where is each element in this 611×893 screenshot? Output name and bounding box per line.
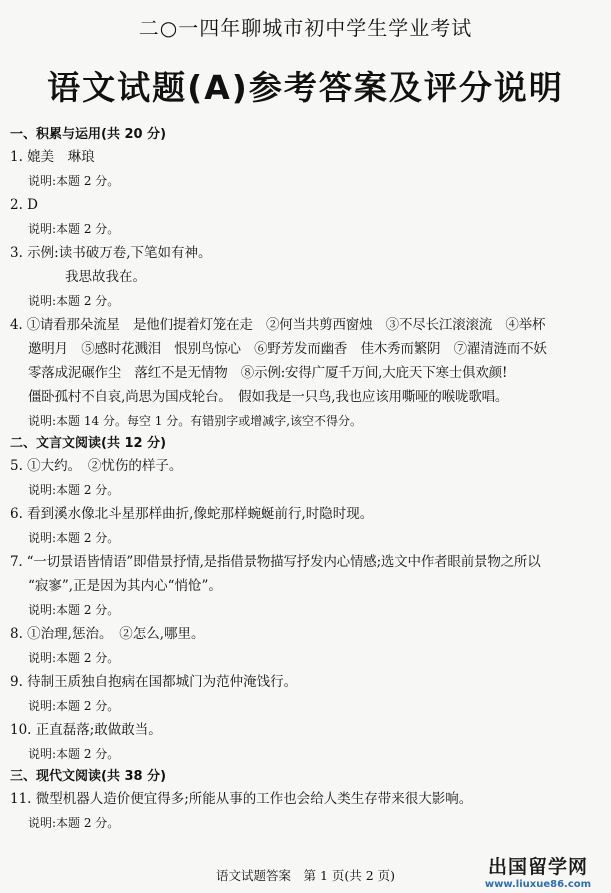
- section-heading-2: 二、文言文阅读(共 12 分): [10, 436, 167, 451]
- answer-q9: 9. 待制王质独自抱病在国都城门为范仲淹饯行。: [10, 674, 298, 690]
- answer-q7-line-2: “寂寥”,正是因为其内心“悄怆”。: [28, 578, 222, 594]
- answer-q5: 5. ①大约。 ②忧伤的样子。: [10, 458, 183, 474]
- scoring-note-q4: 说明:本题 14 分。每空 1 分。有错别字或增减字,该空不得分。: [28, 414, 363, 428]
- scoring-note-q9: 说明:本题 2 分。: [28, 699, 120, 713]
- answer-q11: 11. 微型机器人造价便宜得多;所能从事的工作也会给人类生存带来很大影响。: [10, 791, 473, 807]
- answer-q3: 3. 示例:读书破万卷,下笔如有神。: [10, 245, 212, 261]
- answer-content: [10, 124, 602, 835]
- answer-q7-line-1: 7. “一切景语皆情语”即借景抒情,是指借景物描写抒发内心情感;选文中作者眼前景物之所以: [10, 554, 541, 570]
- section-heading-3: 三、现代文阅读(共 38 分): [10, 769, 167, 784]
- watermark-url: www.liuxue86.com: [484, 879, 592, 890]
- watermark-logo-text: 出国留学网: [487, 856, 588, 878]
- answer-q4-line-4: 僵卧孤村不自哀,尚思为国戍轮台。 假如我是一只鸟,我也应该用嘶哑的喉咙歌唱。: [28, 389, 509, 405]
- answer-q3-example-2: 我思故我在。: [65, 269, 146, 285]
- scoring-note-q11: 说明:本题 2 分。: [28, 816, 120, 830]
- scoring-note-q5: 说明:本题 2 分。: [28, 483, 120, 497]
- scoring-note-q10: 说明:本题 2 分。: [28, 747, 120, 761]
- answer-q4-line-3: 零落成泥碾作尘 落红不是无情物 ⑧示例:安得广厦千万间,大庇天下寒士俱欢颜!: [28, 365, 508, 381]
- answer-q2: 2. D: [10, 197, 38, 213]
- scoring-note-q3: 说明:本题 2 分。: [28, 294, 120, 308]
- answer-q6: 6. 看到溪水像北斗星那样曲折,像蛇那样蜿蜒前行,时隐时现。: [10, 506, 374, 522]
- page-footer: 语文试题答案 第 1 页(共 2 页): [215, 868, 396, 883]
- answer-q4-line-1: 4. ①请看那朵流星 是他们提着灯笼在走 ②何当共剪西窗烛 ③不尽长江滚滚流 ④举杯: [10, 317, 546, 333]
- site-watermark: [473, 852, 603, 890]
- section-heading-1: 一、积累与运用(共 20 分): [10, 127, 167, 142]
- exam-title: 二○一四年聊城市初中学生学业考试: [138, 16, 473, 40]
- answer-q8: 8. ①治理,惩治。 ②怎么,哪里。: [10, 626, 205, 642]
- scoring-note-q6: 说明:本题 2 分。: [28, 531, 120, 545]
- scoring-note-q2: 说明:本题 2 分。: [28, 222, 120, 236]
- answer-q1: 1. 媲美 琳琅: [10, 149, 95, 165]
- scoring-note-q1: 说明:本题 2 分。: [28, 174, 120, 188]
- answer-q4-line-2: 邀明月 ⑤感时花溅泪 恨别鸟惊心 ⑥野芳发而幽香 佳木秀而繁阴 ⑦濯清涟而不妖: [28, 341, 547, 357]
- page-title: 语文试题(A)参考答案及评分说明: [47, 68, 564, 107]
- scoring-note-q8: 说明:本题 2 分。: [28, 651, 120, 665]
- scoring-note-q7: 说明:本题 2 分。: [28, 603, 120, 617]
- answer-q10: 10. 正直磊落;敢做敢当。: [10, 722, 162, 738]
